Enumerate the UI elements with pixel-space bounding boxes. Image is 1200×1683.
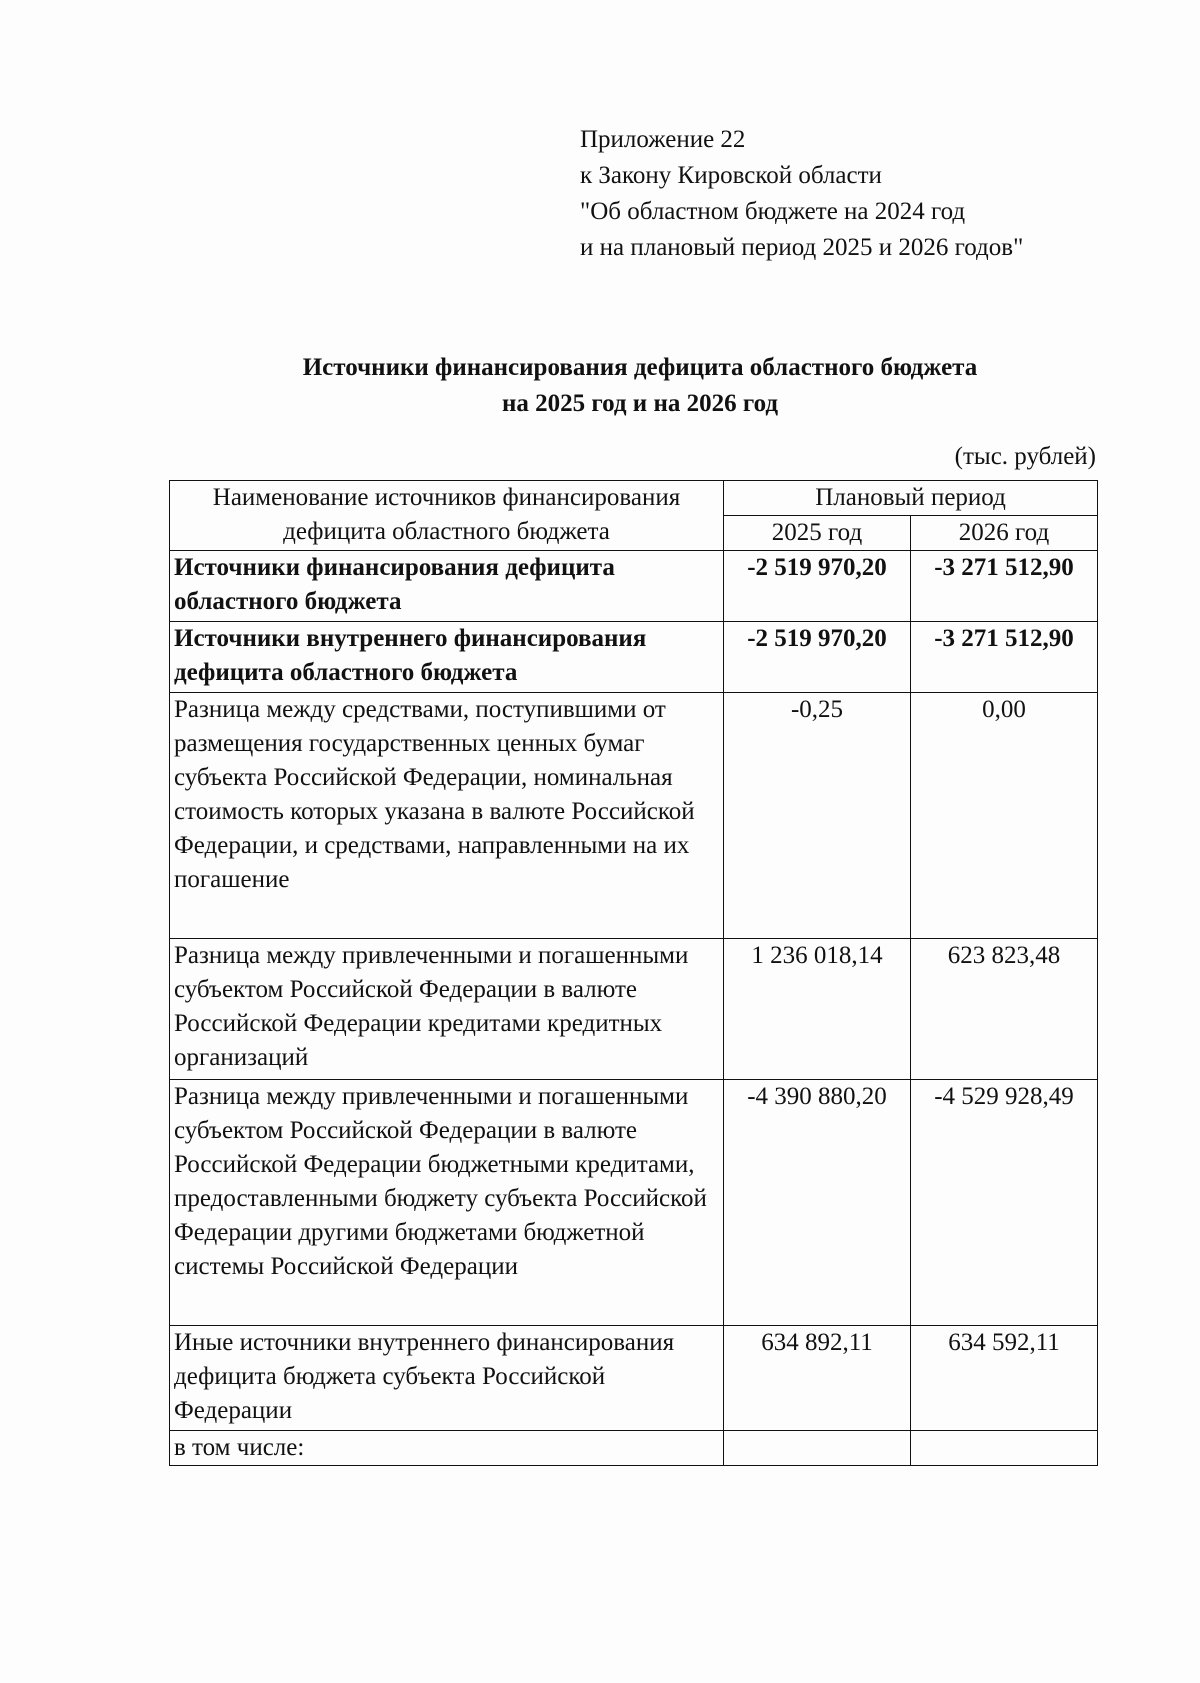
table-row — [170, 693, 1098, 939]
row-value-2025: 1 236 018,14 — [724, 939, 911, 1080]
units-note: (тыс. рублей) — [954, 443, 1096, 470]
appendix-line: "Об областном бюджете на 2024 год — [580, 198, 966, 225]
header-year-2025: 2025 год — [724, 516, 911, 551]
row-value-2026: 623 823,48 — [911, 939, 1098, 1080]
appendix-line: к Закону Кировской области — [580, 162, 882, 189]
document-title — [160, 350, 1120, 422]
header-name: Наименование источников финансирования дефицита областного бюджета — [170, 481, 724, 551]
row-value-2025: 634 892,11 — [724, 1326, 911, 1431]
appendix-reference — [580, 122, 1023, 266]
title-line: Источники финансирования дефицита областного бюджета — [302, 354, 978, 381]
appendix-line: Приложение 22 — [580, 126, 746, 153]
row-value-2025: -2 519 970,20 — [724, 551, 911, 622]
row-name: Разница между привлеченными и погашенными субъектом Российской Федерации в валюте Российской Федерации кредитами кредитных организаций — [170, 939, 724, 1080]
row-value-2026: -4 529 928,49 — [911, 1080, 1098, 1326]
row-name: Иные источники внутреннего финансирования дефицита бюджета субъекта Российской Федерации — [170, 1326, 724, 1431]
row-value-2025: -4 390 880,20 — [724, 1080, 911, 1326]
table-row — [170, 622, 1098, 693]
appendix-line: и на плановый период 2025 и 2026 годов" — [580, 234, 1024, 261]
header-period: Плановый период — [724, 481, 1098, 516]
row-value-2026: -3 271 512,90 — [911, 551, 1098, 622]
table-row — [170, 1431, 1098, 1466]
row-name: Разница между средствами, поступившими от размещения государственных ценных бумаг субъекта Российской Федерации, номинальная стоимость которых указана в валюте Российской Федерации, и средствами, направленными на их погашение — [170, 693, 724, 939]
header-year-2026: 2026 год — [911, 516, 1098, 551]
row-value-2026 — [911, 1431, 1098, 1466]
table-row — [170, 939, 1098, 1080]
row-value-2026: 634 592,11 — [911, 1326, 1098, 1431]
row-name: в том числе: — [170, 1431, 724, 1466]
table-row — [170, 551, 1098, 622]
row-value-2025: -0,25 — [724, 693, 911, 939]
row-value-2026: 0,00 — [911, 693, 1098, 939]
row-value-2025: -2 519 970,20 — [724, 622, 911, 693]
financing-sources-table — [169, 480, 1098, 1466]
row-name: Источники финансирования дефицита областного бюджета — [170, 551, 724, 622]
table-row — [170, 1326, 1098, 1431]
row-value-2026: -3 271 512,90 — [911, 622, 1098, 693]
row-name: Источники внутреннего финансирования дефицита областного бюджета — [170, 622, 724, 693]
row-name: Разница между привлеченными и погашенными субъектом Российской Федерации в валюте Российской Федерации бюджетными кредитами, предоставленными бюджету субъекта Российской Федерации другими бюджетами бюджетной системы Российской Федерации — [170, 1080, 724, 1326]
row-value-2025 — [724, 1431, 911, 1466]
title-line: на 2025 год и на 2026 год — [501, 390, 779, 417]
table-row — [170, 1080, 1098, 1326]
